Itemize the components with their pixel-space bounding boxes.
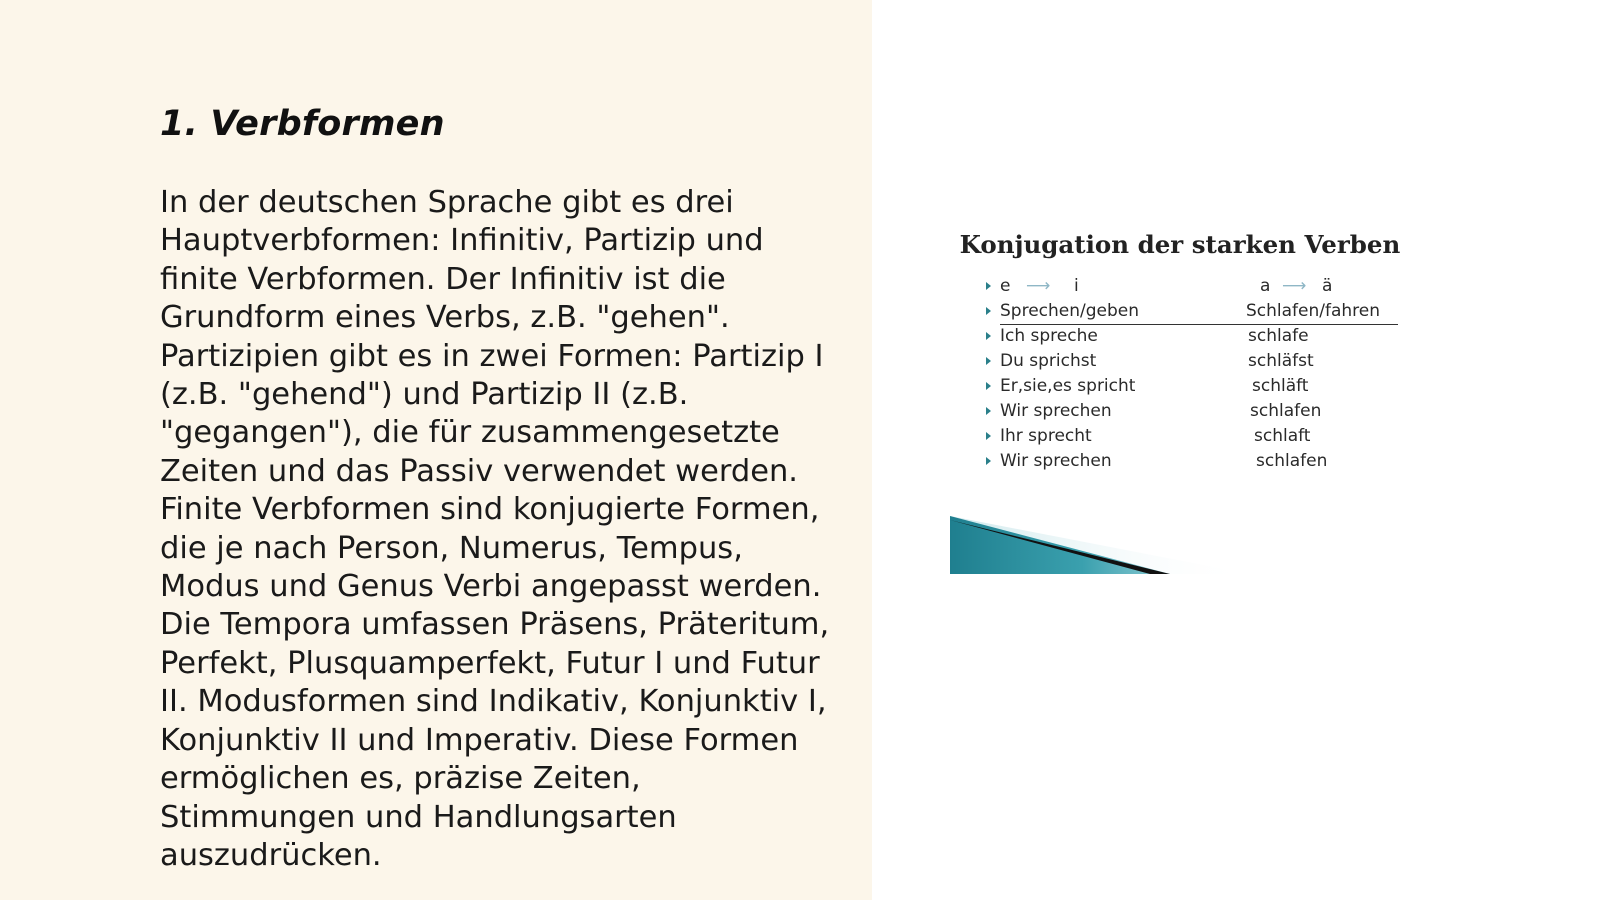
conjugation-row bbox=[986, 376, 1406, 398]
slide-title: 1. Verbformen bbox=[160, 104, 445, 144]
slide-body-text: In der deutschen Sprache gibt es drei Hauptverbformen: Infinitiv, Partizip und finite Verbformen. Der Infinitiv ist die Grundform eines Verbs, z.B. "gehen". Partizipien gibt es in zwei Formen: Partizip I (z.B. "gehend") und Partizip II (z.B. "gegangen"), die für zusammengesetzte Zeiten und das Passiv verwendet werden. Finite Verbformen sind konjugierte Formen, die je nach Person, Numerus, Tempus, Modus und Genus Verbi angepasst werden. Die Tempora umfassen Präsens, Präteritum, Perfekt, Plusquamperfekt, Futur I und Futur II. Modusformen sind Indikativ, Konjunktiv I, Konjunktiv II und Imperativ. Diese Formen ermöglichen es, präzise Zeiten, Stimmungen und Handlungsarten auszudrücken. bbox=[160, 185, 830, 873]
conjugation-left: Wir sprechen bbox=[1000, 451, 1112, 471]
conjugation-row bbox=[986, 351, 1406, 373]
conjugation-row bbox=[986, 451, 1406, 473]
bullet-icon bbox=[986, 332, 991, 340]
conjugation-header-row bbox=[986, 276, 1406, 298]
vowel-from-left: e bbox=[1000, 276, 1011, 296]
conjugation-left: Ich spreche bbox=[1000, 326, 1098, 346]
bullet-icon bbox=[986, 357, 991, 365]
conjugation-right: schläft bbox=[1252, 376, 1309, 396]
conjugation-right: Schlafen/fahren bbox=[1246, 301, 1381, 321]
arrow-right-icon: ⟶ bbox=[1282, 276, 1307, 296]
conjugation-left: Wir sprechen bbox=[1000, 401, 1112, 421]
bullet-icon bbox=[986, 282, 991, 290]
conjugation-left: Ihr sprecht bbox=[1000, 426, 1092, 446]
bullet-icon bbox=[986, 407, 991, 415]
conjugation-right: schläfst bbox=[1248, 351, 1314, 371]
conjugation-row bbox=[986, 426, 1406, 448]
conjugation-left: Sprechen/geben bbox=[1000, 301, 1140, 321]
conjugation-right: schlaft bbox=[1254, 426, 1311, 446]
conjugation-title: Konjugation der starken Verben bbox=[959, 230, 1401, 259]
conjugation-row bbox=[986, 326, 1406, 348]
bullet-icon bbox=[986, 457, 991, 465]
vowel-to-left: i bbox=[1074, 276, 1079, 296]
vowel-from-right: a bbox=[1260, 276, 1271, 296]
bullet-icon bbox=[986, 307, 991, 315]
header-underline bbox=[1000, 324, 1398, 325]
conjugation-row bbox=[986, 301, 1406, 323]
conjugation-right: schlafe bbox=[1248, 326, 1309, 346]
decorative-wedge bbox=[950, 516, 1250, 580]
vowel-to-right: ä bbox=[1322, 276, 1333, 296]
conjugation-right: schlafen bbox=[1250, 401, 1322, 421]
conjugation-image bbox=[950, 220, 1410, 580]
bullet-icon bbox=[986, 432, 991, 440]
conjugation-left: Du sprichst bbox=[1000, 351, 1097, 371]
bullet-icon bbox=[986, 382, 991, 390]
conjugation-left: Er,sie,es spricht bbox=[1000, 376, 1136, 396]
conjugation-row bbox=[986, 401, 1406, 423]
arrow-right-icon: ⟶ bbox=[1026, 276, 1051, 296]
conjugation-right: schlafen bbox=[1256, 451, 1328, 471]
